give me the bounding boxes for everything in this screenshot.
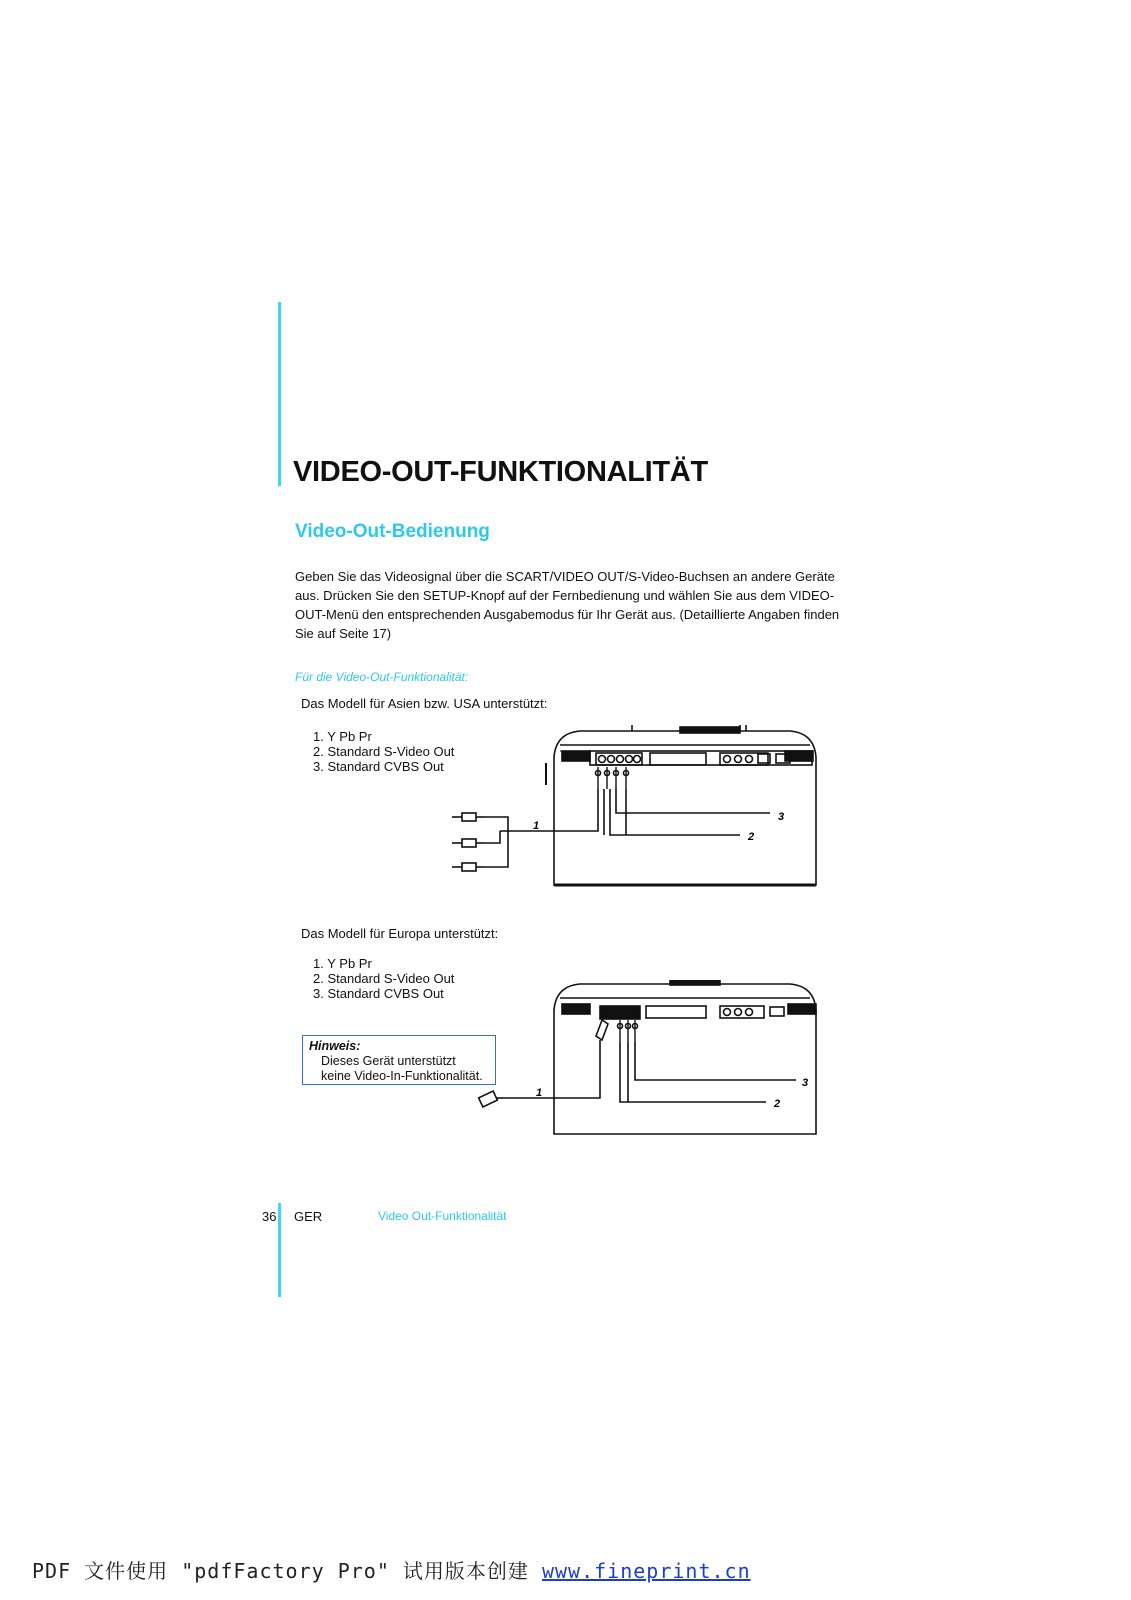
section-subtitle: Video-Out-Bedienung [295,521,490,542]
hint-box [302,1035,496,1085]
model-asia-usa-label: Das Modell für Asien bzw. USA unterstützt: [301,696,548,711]
watermark-link[interactable]: www.fineprint.cn [541,1559,751,1583]
intro-line: aus. Drücken Sie den SETUP-Knopf auf der Fernbedienung und wählen Sie aus dem VIDEO- [295,588,835,603]
model-europe-feature-list [313,956,454,1001]
footer-accent-bar [278,1203,281,1297]
callout-3: 3 [802,1077,809,1089]
intro-paragraph [295,567,865,643]
watermark-text: PDF 文件使用 "pdfFactory Pro" 试用版本创建 [32,1559,542,1583]
feature-item: 1. Y Pb Pr [313,956,372,971]
intro-line: OUT-Menü den entsprechenden Ausgabemodus für Ihr Gerät aus. (Detaillierte Angaben finden [295,607,840,622]
feature-item: 1. Y Pb Pr [313,729,372,744]
connection-diagram-europe [470,980,830,1140]
callout-3: 3 [778,811,785,823]
footer-language: GER [294,1209,323,1224]
feature-item: 2. Standard S-Video Out [313,971,455,986]
model-europe-label: Das Modell für Europa unterstützt: [301,926,499,941]
header-accent-bar [278,302,281,486]
hint-title: Hinweis: [309,1039,361,1053]
page-title: VIDEO-OUT-FUNKTIONALITÄT [293,456,708,488]
intro-line: Geben Sie das Videosignal über die SCART/VIDEO OUT/S-Video-Buchsen an andere Geräte [295,569,835,584]
functionality-label: Für die Video-Out-Funktionalität: [295,670,469,684]
feature-item: 3. Standard CVBS Out [313,986,444,1001]
page-number: 36 [262,1209,277,1224]
model-asia-usa-feature-list [313,729,454,774]
callout-1: 1 [533,820,540,832]
feature-item: 2. Standard S-Video Out [313,744,455,759]
connection-diagram-asia-usa [440,725,830,893]
callout-2: 2 [774,1098,781,1110]
intro-line: Sie auf Seite 17) [295,626,392,641]
hint-text: Dieses Gerät unterstützt keine Video-In-Funktionalität. [321,1054,483,1083]
feature-item: 3. Standard CVBS Out [313,759,444,774]
callout-1: 1 [536,1087,543,1099]
pdf-watermark [32,1555,751,1584]
callout-2: 2 [748,831,755,843]
footer-section-title: Video Out-Funktionalität [378,1209,507,1223]
